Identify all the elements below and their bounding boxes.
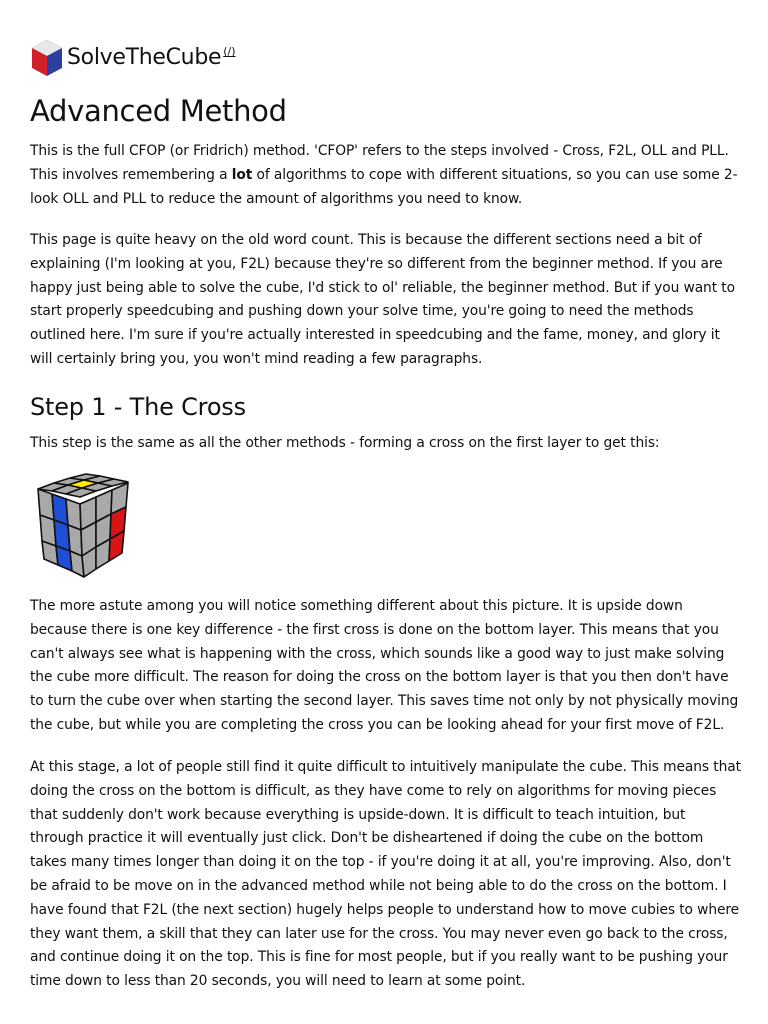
site-name[interactable]: SolveTheCube bbox=[67, 45, 222, 70]
cube-left-face bbox=[38, 489, 84, 577]
step1-paragraph-3: At this stage, a lot of people still find it quite difficult to intuitively manipulate the cube. This means that doing the cross on the bottom is difficult, as they have come to rely on algorithms for moving pieces that suddenly don't work because everything is upside-down. It is difficult to teach intuition, but through practice it will eventually just click. Don't be disheartened if doing the cube on the bottom takes many times longer than doing it on the top - if you're doing it at all, you're improving. Also, don't be afraid to be move on in the advanced method while not being able to do the cross on the bottom. I have found that F2L (the next section) hugely helps people to understand how to move cubies to where they want them, a skill that they can later use for the cross. You may never even go back to the cross, and continue doing it on the top. This is fine for most people, but if you really want to be pushing your time down to less than 20 seconds, you will need to learn at some point. bbox=[30, 759, 741, 990]
cube-logo-icon bbox=[30, 38, 64, 78]
intro-paragraph-2: This page is quite heavy on the old word count. This is because the different sections need a bit of explaining (I'm looking at you, F2L) because they're so different from the beginner method. If you are happy just being able to solve the cube, I'd stick to ol' reliable, the beginner method. But if you want to start properly speedcubing and pushing down your solve time, you're going to need the methods outlined here. I'm sure if you're actually interested in speedcubing and the fame, money, and glory it will certainly bring you, you won't mind reading a few paragraphs. bbox=[30, 232, 735, 367]
site-home-link[interactable]: (/) bbox=[223, 45, 236, 58]
site-logo-link[interactable] bbox=[30, 37, 236, 79]
step1-paragraph-2: The more astute among you will notice something different about this picture. It is upside down because there is one key difference - the first cross is done on the bottom layer. This means that you can't always see what is happening with the cross, which sounds like a good way to just make solving the cube more difficult. The reason for doing the cross on the bottom layer is that you then don't have to turn the cube over when starting the second layer. This saves time not only by not physically moving the cube, but while you are completing the cross you can be looking ahead for your first move of F2L. bbox=[30, 598, 739, 733]
intro-paragraph-1 bbox=[30, 140, 742, 211]
step1-heading: Step 1 - The Cross bbox=[30, 393, 246, 421]
cross-cube-image bbox=[32, 473, 132, 581]
intro-text-end: of algorithms to cope with different situations, so you can use some 2-look OLL and PLL to reduce the amount of algorithms you need to know. bbox=[30, 166, 738, 207]
cube-right-face bbox=[80, 483, 128, 577]
page-title: Advanced Method bbox=[30, 94, 287, 128]
intro-text-start: This is the full CFOP (or Fridrich) method. 'CFOP' refers to the steps involved - Cross, F2L, OLL and PLL. This involves remembering a bbox=[30, 143, 729, 183]
intro-bold-word: lot bbox=[231, 166, 253, 183]
step1-paragraph-1: This step is the same as all the other methods - forming a cross on the first layer to get this: bbox=[30, 435, 660, 451]
